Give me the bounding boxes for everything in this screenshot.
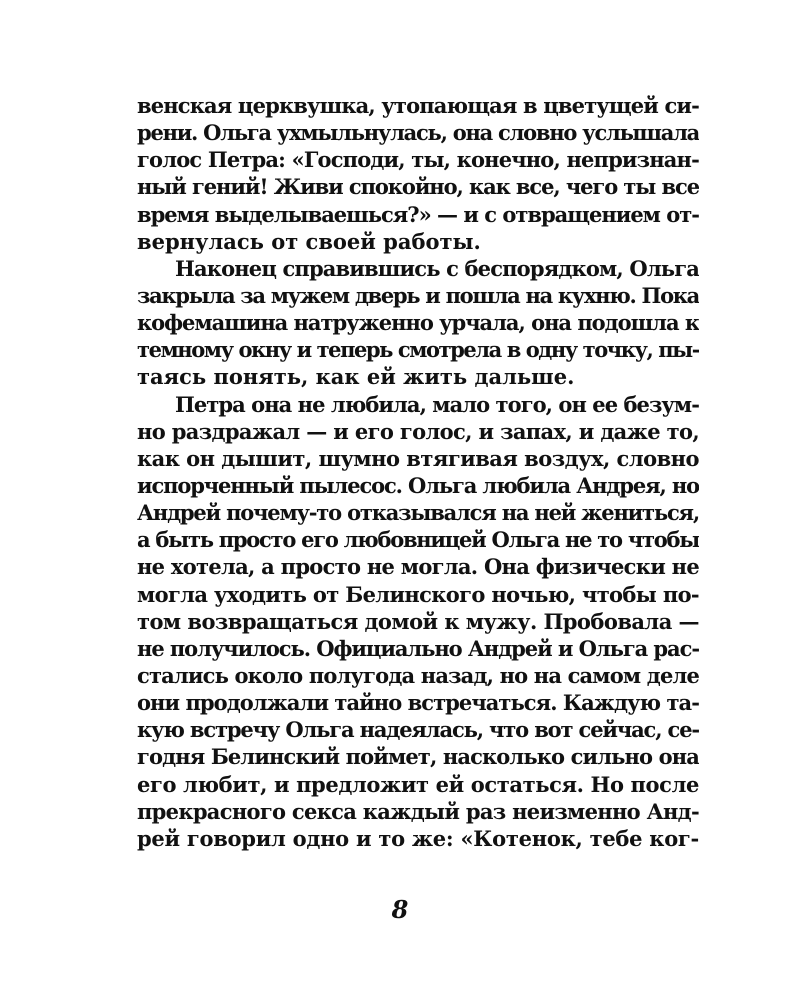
text-line: рей говорил одно и то же: «Котенок, тебе ког- xyxy=(137,825,699,851)
text-line: не хотела, а просто не могла. Она физически не xyxy=(137,554,699,580)
text-line: прекрасного секса каждый раз неизменно Анд- xyxy=(137,798,699,824)
text-line: голос Петра: «Господи, ты, конечно, непризнан- xyxy=(137,147,699,173)
text-line: рени. Ольга ухмыльнулась, она словно услышала xyxy=(137,120,699,146)
text-line: венская церквушка, утопающая в цветущей си- xyxy=(137,93,699,118)
text-line: а быть просто его любовницей Ольга не то чтобы xyxy=(137,527,699,553)
text-line: они продолжали тайно встречаться. Каждую та- xyxy=(137,690,699,716)
text-line: но раздражал — и его голос, и запах, и даже то, xyxy=(137,418,699,444)
text-line: том возвращаться домой к мужу. Пробовала — xyxy=(137,608,699,634)
text-line: закрыла за мужем дверь и пошла на кухню. Пока xyxy=(137,282,699,308)
text-line: темному окну и теперь смотрела в одну точку, пы- xyxy=(137,337,699,363)
page-number: 8 xyxy=(391,895,409,924)
body-text xyxy=(137,92,699,852)
text-line: вернулась от своей работы. xyxy=(137,228,481,254)
text-line: не получилось. Официально Андрей и Ольга рас- xyxy=(137,635,699,661)
text-line: Петра она не любила, мало того, он ее безум- xyxy=(175,391,699,417)
text-line: годня Белинский поймет, насколько сильно она xyxy=(137,744,699,770)
text-line: таясь понять, как ей жить дальше. xyxy=(137,364,575,390)
text-line: стались около полугода назад, но на самом деле xyxy=(137,662,699,688)
text-line: ный гений! Живи спокойно, как все, чего ты все xyxy=(137,174,699,200)
text-line: Андрей почему-то отказывался на ней жениться, xyxy=(137,500,699,526)
text-line: время выделываешься?» — и с отвращением от- xyxy=(137,201,699,227)
text-line: Наконец справившись с беспорядком, Ольга xyxy=(175,255,699,281)
text-line: его любит, и предложит ей остаться. Но после xyxy=(137,771,699,797)
text-line: как он дышит, шумно втягивая воздух, словно xyxy=(137,445,699,471)
text-line: испорченный пылесос. Ольга любила Андрея, но xyxy=(137,472,699,498)
text-line: кую встречу Ольга надеялась, что вот сейчас, се- xyxy=(137,717,699,743)
text-line: могла уходить от Белинского ночью, чтобы по- xyxy=(137,581,699,607)
text-line: кофемашина натруженно урчала, она подошла к xyxy=(137,310,699,336)
